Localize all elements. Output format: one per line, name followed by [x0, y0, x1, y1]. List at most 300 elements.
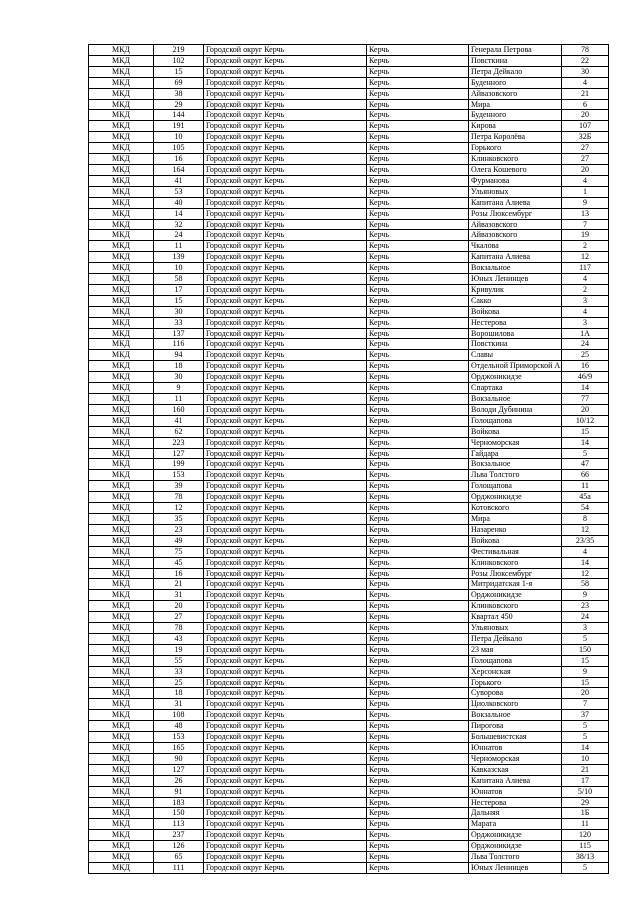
street-cell: Гайдара	[469, 448, 562, 459]
building-type-cell: МКД	[89, 503, 154, 514]
district-cell: Городской округ Керчь	[204, 633, 367, 644]
building-id-cell: 223	[154, 437, 204, 448]
city-cell: Керчь	[367, 252, 469, 263]
building-type-cell: МКД	[89, 306, 154, 317]
building-id-cell: 137	[154, 328, 204, 339]
street-cell: Дальняя	[469, 808, 562, 819]
district-cell: Городской округ Керчь	[204, 154, 367, 165]
city-cell: Керчь	[367, 175, 469, 186]
district-cell: Городской округ Керчь	[204, 306, 367, 317]
table-row	[89, 699, 609, 710]
district-cell: Городской округ Керчь	[204, 295, 367, 306]
table-row	[89, 590, 609, 601]
city-cell: Керчь	[367, 764, 469, 775]
building-type-cell: МКД	[89, 601, 154, 612]
street-cell: Голощапова	[469, 415, 562, 426]
table-row	[89, 797, 609, 808]
city-cell: Керчь	[367, 426, 469, 437]
table-row	[89, 295, 609, 306]
table-row	[89, 394, 609, 405]
house-number-cell: 4	[562, 546, 609, 557]
city-cell: Керчь	[367, 88, 469, 99]
street-cell: Большевистская	[469, 732, 562, 743]
city-cell: Керчь	[367, 164, 469, 175]
house-number-cell: 3	[562, 317, 609, 328]
house-number-cell: 22	[562, 55, 609, 66]
building-type-cell: МКД	[89, 88, 154, 99]
city-cell: Керчь	[367, 852, 469, 863]
building-type-cell: МКД	[89, 132, 154, 143]
table-row	[89, 819, 609, 830]
building-type-cell: МКД	[89, 753, 154, 764]
district-cell: Городской округ Керчь	[204, 568, 367, 579]
house-number-cell: 4	[562, 77, 609, 88]
house-number-cell: 14	[562, 383, 609, 394]
house-number-cell: 5	[562, 721, 609, 732]
table-row	[89, 404, 609, 415]
housing-registry-table	[88, 44, 609, 874]
building-type-cell: МКД	[89, 350, 154, 361]
building-type-cell: МКД	[89, 437, 154, 448]
building-type-cell: МКД	[89, 743, 154, 754]
building-id-cell: 16	[154, 154, 204, 165]
district-cell: Городской округ Керчь	[204, 186, 367, 197]
house-number-cell: 5	[562, 862, 609, 873]
table-row	[89, 306, 609, 317]
city-cell: Керчь	[367, 841, 469, 852]
building-type-cell: МКД	[89, 45, 154, 56]
building-type-cell: МКД	[89, 241, 154, 252]
street-cell: Спартака	[469, 383, 562, 394]
street-cell: Юных Ленинцев	[469, 274, 562, 285]
table-row	[89, 372, 609, 383]
city-cell: Керчь	[367, 197, 469, 208]
building-type-cell: МКД	[89, 623, 154, 634]
street-cell: Юннатов	[469, 786, 562, 797]
street-cell: Вокзальное	[469, 263, 562, 274]
house-number-cell: 30	[562, 66, 609, 77]
building-type-cell: МКД	[89, 786, 154, 797]
building-type-cell: МКД	[89, 263, 154, 274]
district-cell: Городской округ Керчь	[204, 274, 367, 285]
district-cell: Городской округ Керчь	[204, 110, 367, 121]
building-type-cell: МКД	[89, 470, 154, 481]
house-number-cell: 11	[562, 819, 609, 830]
city-cell: Керчь	[367, 143, 469, 154]
table-row	[89, 415, 609, 426]
house-number-cell: 13	[562, 208, 609, 219]
table-row	[89, 437, 609, 448]
street-cell: Ульяновых	[469, 186, 562, 197]
district-cell: Городской округ Керчь	[204, 143, 367, 154]
building-id-cell: 116	[154, 339, 204, 350]
building-type-cell: МКД	[89, 513, 154, 524]
district-cell: Городской округ Керчь	[204, 263, 367, 274]
building-id-cell: 65	[154, 852, 204, 863]
building-type-cell: МКД	[89, 568, 154, 579]
city-cell: Керчь	[367, 230, 469, 241]
building-type-cell: МКД	[89, 295, 154, 306]
table-row	[89, 208, 609, 219]
building-type-cell: МКД	[89, 426, 154, 437]
table-row	[89, 154, 609, 165]
house-number-cell: 12	[562, 568, 609, 579]
city-cell: Керчь	[367, 459, 469, 470]
city-cell: Керчь	[367, 830, 469, 841]
table-row	[89, 164, 609, 175]
building-id-cell: 14	[154, 208, 204, 219]
district-cell: Городской округ Керчь	[204, 721, 367, 732]
building-type-cell: МКД	[89, 557, 154, 568]
street-cell: Ворошилова	[469, 328, 562, 339]
building-id-cell: 33	[154, 666, 204, 677]
building-id-cell: 69	[154, 77, 204, 88]
street-cell: Айвазовского	[469, 230, 562, 241]
district-cell: Городской округ Керчь	[204, 590, 367, 601]
district-cell: Городской округ Керчь	[204, 208, 367, 219]
building-id-cell: 49	[154, 535, 204, 546]
district-cell: Городской округ Керчь	[204, 339, 367, 350]
building-id-cell: 105	[154, 143, 204, 154]
district-cell: Городской округ Керчь	[204, 513, 367, 524]
house-number-cell: 3	[562, 623, 609, 634]
house-number-cell: 25	[562, 350, 609, 361]
house-number-cell: 115	[562, 841, 609, 852]
building-type-cell: МКД	[89, 339, 154, 350]
street-cell: Нестерова	[469, 317, 562, 328]
district-cell: Городской округ Керчь	[204, 862, 367, 873]
street-cell: Фурманова	[469, 175, 562, 186]
table-row	[89, 274, 609, 285]
table-row	[89, 88, 609, 99]
city-cell: Керчь	[367, 568, 469, 579]
building-type-cell: МКД	[89, 415, 154, 426]
building-type-cell: МКД	[89, 710, 154, 721]
city-cell: Керчь	[367, 55, 469, 66]
district-cell: Городской округ Керчь	[204, 743, 367, 754]
city-cell: Керчь	[367, 688, 469, 699]
building-id-cell: 9	[154, 383, 204, 394]
building-id-cell: 108	[154, 710, 204, 721]
street-cell: Айвазовского	[469, 88, 562, 99]
table-row	[89, 743, 609, 754]
city-cell: Керчь	[367, 546, 469, 557]
building-id-cell: 20	[154, 601, 204, 612]
city-cell: Керчь	[367, 579, 469, 590]
table-row	[89, 492, 609, 503]
city-cell: Керчь	[367, 732, 469, 743]
building-type-cell: МКД	[89, 383, 154, 394]
district-cell: Городской округ Керчь	[204, 132, 367, 143]
table-row	[89, 317, 609, 328]
city-cell: Керчь	[367, 775, 469, 786]
building-id-cell: 10	[154, 263, 204, 274]
district-cell: Городской округ Керчь	[204, 437, 367, 448]
building-id-cell: 160	[154, 404, 204, 415]
district-cell: Городской округ Керчь	[204, 284, 367, 295]
house-number-cell: 10/12	[562, 415, 609, 426]
street-cell: Кирова	[469, 121, 562, 132]
city-cell: Керчь	[367, 241, 469, 252]
building-type-cell: МКД	[89, 404, 154, 415]
table-row	[89, 688, 609, 699]
building-id-cell: 102	[154, 55, 204, 66]
building-id-cell: 31	[154, 590, 204, 601]
house-number-cell: 9	[562, 666, 609, 677]
district-cell: Городской округ Керчь	[204, 732, 367, 743]
table-row	[89, 55, 609, 66]
street-cell: Славы	[469, 350, 562, 361]
city-cell: Керчь	[367, 263, 469, 274]
house-number-cell: 1	[562, 186, 609, 197]
street-cell: Володи Дубинина	[469, 404, 562, 415]
district-cell: Городской округ Керчь	[204, 415, 367, 426]
street-cell: Клинковского	[469, 154, 562, 165]
city-cell: Керчь	[367, 535, 469, 546]
house-number-cell: 47	[562, 459, 609, 470]
district-cell: Городской округ Керчь	[204, 45, 367, 56]
district-cell: Городской округ Керчь	[204, 775, 367, 786]
building-id-cell: 75	[154, 546, 204, 557]
district-cell: Городской округ Керчь	[204, 579, 367, 590]
building-id-cell: 17	[154, 284, 204, 295]
district-cell: Городской округ Керчь	[204, 644, 367, 655]
building-id-cell: 94	[154, 350, 204, 361]
building-id-cell: 91	[154, 786, 204, 797]
building-id-cell: 25	[154, 677, 204, 688]
building-type-cell: МКД	[89, 677, 154, 688]
district-cell: Городской округ Керчь	[204, 361, 367, 372]
building-type-cell: МКД	[89, 852, 154, 863]
house-number-cell: 4	[562, 306, 609, 317]
building-type-cell: МКД	[89, 644, 154, 655]
street-cell: Генерала Петрова	[469, 45, 562, 56]
building-type-cell: МКД	[89, 55, 154, 66]
building-type-cell: МКД	[89, 841, 154, 852]
street-cell: Нестерова	[469, 797, 562, 808]
table-row	[89, 284, 609, 295]
house-number-cell: 20	[562, 404, 609, 415]
street-cell: Орджоникидзе	[469, 492, 562, 503]
district-cell: Городской округ Керчь	[204, 699, 367, 710]
city-cell: Керчь	[367, 808, 469, 819]
street-cell: Петра Королёва	[469, 132, 562, 143]
city-cell: Керчь	[367, 154, 469, 165]
district-cell: Городской округ Керчь	[204, 252, 367, 263]
building-id-cell: 127	[154, 448, 204, 459]
house-number-cell: 17	[562, 775, 609, 786]
street-cell: Ульяновых	[469, 623, 562, 634]
building-type-cell: МКД	[89, 361, 154, 372]
building-id-cell: 153	[154, 470, 204, 481]
building-id-cell: 78	[154, 492, 204, 503]
building-type-cell: МКД	[89, 99, 154, 110]
table-row	[89, 677, 609, 688]
building-id-cell: 62	[154, 426, 204, 437]
table-row	[89, 503, 609, 514]
city-cell: Керчь	[367, 601, 469, 612]
table-row	[89, 862, 609, 873]
street-cell: Льва Толстого	[469, 852, 562, 863]
building-id-cell: 29	[154, 99, 204, 110]
building-type-cell: МКД	[89, 154, 154, 165]
table-row	[89, 132, 609, 143]
building-id-cell: 55	[154, 655, 204, 666]
table-row	[89, 852, 609, 863]
street-cell: Горького	[469, 143, 562, 154]
building-type-cell: МКД	[89, 808, 154, 819]
building-type-cell: МКД	[89, 797, 154, 808]
street-cell: Чкалова	[469, 241, 562, 252]
city-cell: Керчь	[367, 339, 469, 350]
city-cell: Керчь	[367, 644, 469, 655]
city-cell: Керчь	[367, 317, 469, 328]
table-row	[89, 175, 609, 186]
house-number-cell: 12	[562, 524, 609, 535]
house-number-cell: 46/9	[562, 372, 609, 383]
district-cell: Городской округ Керчь	[204, 666, 367, 677]
building-id-cell: 30	[154, 372, 204, 383]
building-type-cell: МКД	[89, 612, 154, 623]
district-cell: Городской округ Керчь	[204, 394, 367, 405]
building-type-cell: МКД	[89, 394, 154, 405]
city-cell: Керчь	[367, 99, 469, 110]
street-cell: Петра Дейкало	[469, 66, 562, 77]
house-number-cell: 32Б	[562, 132, 609, 143]
building-type-cell: МКД	[89, 328, 154, 339]
district-cell: Городской округ Керчь	[204, 219, 367, 230]
table-row	[89, 252, 609, 263]
building-type-cell: МКД	[89, 284, 154, 295]
building-id-cell: 139	[154, 252, 204, 263]
table-row	[89, 666, 609, 677]
building-id-cell: 43	[154, 633, 204, 644]
city-cell: Керчь	[367, 590, 469, 601]
table-row	[89, 655, 609, 666]
district-cell: Городской округ Керчь	[204, 328, 367, 339]
building-id-cell: 237	[154, 830, 204, 841]
street-cell: Фестивальная	[469, 546, 562, 557]
city-cell: Керчь	[367, 350, 469, 361]
city-cell: Керчь	[367, 677, 469, 688]
city-cell: Керчь	[367, 448, 469, 459]
district-cell: Городской округ Керчь	[204, 524, 367, 535]
street-cell: Черноморская	[469, 753, 562, 764]
city-cell: Керчь	[367, 633, 469, 644]
street-cell: Буденного	[469, 77, 562, 88]
house-number-cell: 27	[562, 154, 609, 165]
table-row	[89, 263, 609, 274]
street-cell: Капитана Алиева	[469, 252, 562, 263]
city-cell: Керчь	[367, 862, 469, 873]
house-number-cell: 9	[562, 590, 609, 601]
table-row	[89, 426, 609, 437]
city-cell: Керчь	[367, 557, 469, 568]
house-number-cell: 14	[562, 557, 609, 568]
table-row	[89, 66, 609, 77]
house-number-cell: 19	[562, 230, 609, 241]
house-number-cell: 16	[562, 361, 609, 372]
street-cell: Розы Люксембург	[469, 208, 562, 219]
building-type-cell: МКД	[89, 732, 154, 743]
house-number-cell: 5	[562, 448, 609, 459]
building-type-cell: МКД	[89, 655, 154, 666]
house-number-cell: 1А	[562, 328, 609, 339]
district-cell: Городской округ Керчь	[204, 852, 367, 863]
building-type-cell: МКД	[89, 666, 154, 677]
table-row	[89, 513, 609, 524]
street-cell: Розы Люксембург	[469, 568, 562, 579]
district-cell: Городской округ Керчь	[204, 655, 367, 666]
table-row	[89, 579, 609, 590]
street-cell: Сакко	[469, 295, 562, 306]
district-cell: Городской округ Керчь	[204, 503, 367, 514]
table-row	[89, 219, 609, 230]
city-cell: Керчь	[367, 404, 469, 415]
district-cell: Городской округ Керчь	[204, 677, 367, 688]
city-cell: Керчь	[367, 786, 469, 797]
city-cell: Керчь	[367, 295, 469, 306]
district-cell: Городской округ Керчь	[204, 383, 367, 394]
street-cell: Капитана Алиева	[469, 197, 562, 208]
building-id-cell: 11	[154, 394, 204, 405]
street-cell: Горького	[469, 677, 562, 688]
building-id-cell: 153	[154, 732, 204, 743]
street-cell: Орджоникидзе	[469, 590, 562, 601]
street-cell: Черноморская	[469, 437, 562, 448]
building-id-cell: 31	[154, 699, 204, 710]
building-type-cell: МКД	[89, 579, 154, 590]
table-row	[89, 328, 609, 339]
street-cell: Циолковского	[469, 699, 562, 710]
city-cell: Керчь	[367, 743, 469, 754]
house-number-cell: 1Б	[562, 808, 609, 819]
building-type-cell: МКД	[89, 372, 154, 383]
building-type-cell: МКД	[89, 590, 154, 601]
district-cell: Городской округ Керчь	[204, 481, 367, 492]
table-row	[89, 786, 609, 797]
district-cell: Городской округ Керчь	[204, 230, 367, 241]
street-cell: Мира	[469, 99, 562, 110]
building-id-cell: 18	[154, 688, 204, 699]
district-cell: Городской округ Керчь	[204, 164, 367, 175]
house-number-cell: 10	[562, 753, 609, 764]
building-id-cell: 26	[154, 775, 204, 786]
table-row	[89, 383, 609, 394]
building-type-cell: МКД	[89, 721, 154, 732]
house-number-cell: 21	[562, 88, 609, 99]
table-row	[89, 186, 609, 197]
city-cell: Керчь	[367, 666, 469, 677]
building-id-cell: 191	[154, 121, 204, 132]
district-cell: Городской округ Керчь	[204, 612, 367, 623]
city-cell: Керчь	[367, 503, 469, 514]
house-number-cell: 27	[562, 143, 609, 154]
house-number-cell: 38/13	[562, 852, 609, 863]
district-cell: Городской округ Керчь	[204, 175, 367, 186]
table-row	[89, 721, 609, 732]
building-id-cell: 27	[154, 612, 204, 623]
table-row	[89, 524, 609, 535]
street-cell: Буденного	[469, 110, 562, 121]
table-row	[89, 775, 609, 786]
table-row	[89, 350, 609, 361]
street-cell: Мира	[469, 513, 562, 524]
city-cell: Керчь	[367, 437, 469, 448]
building-id-cell: 113	[154, 819, 204, 830]
building-type-cell: МКД	[89, 862, 154, 873]
house-number-cell: 24	[562, 339, 609, 350]
